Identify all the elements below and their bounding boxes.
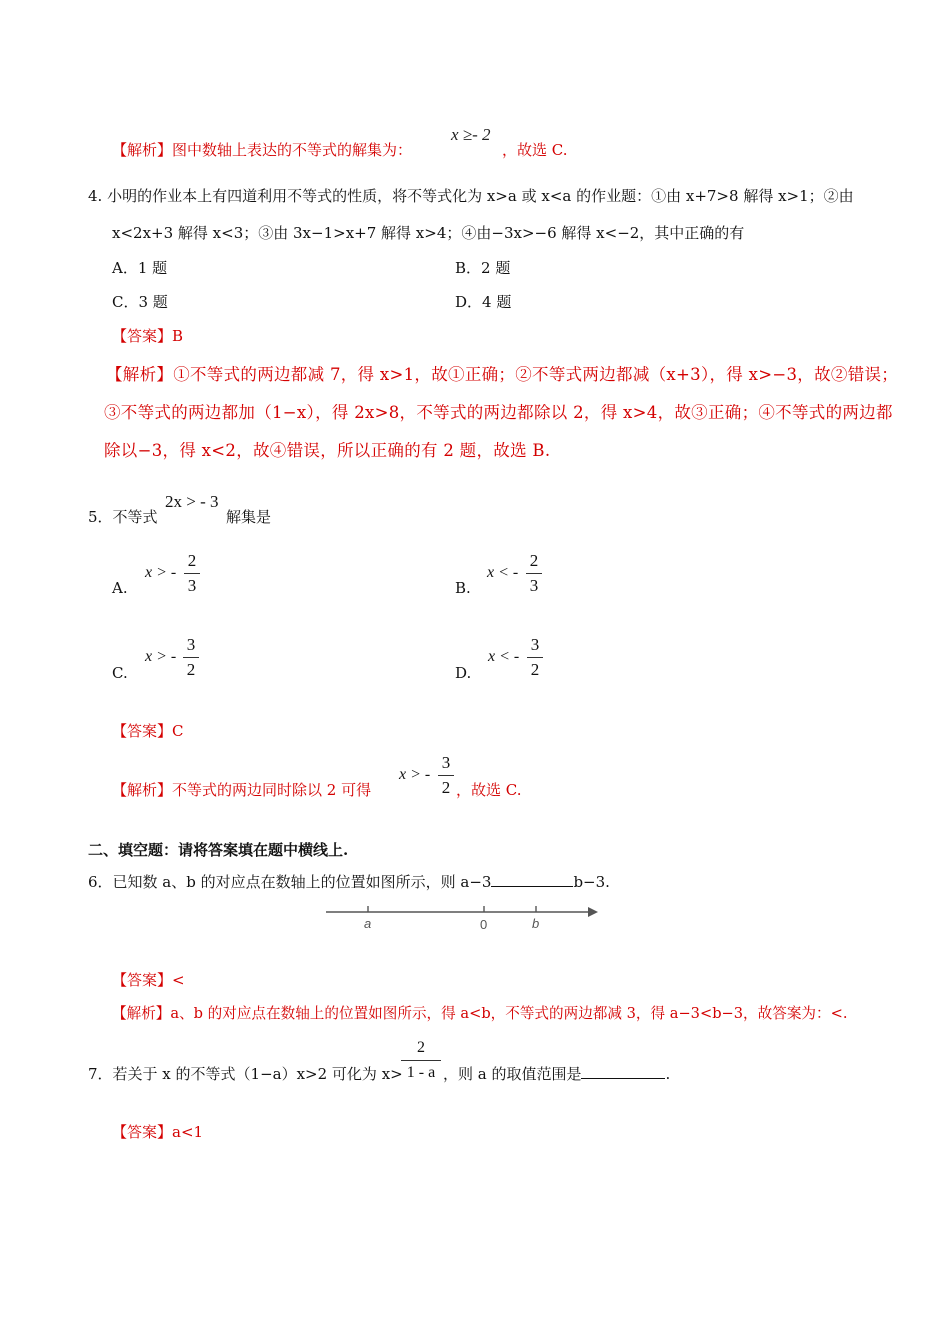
q4-option-b <box>455 258 510 278</box>
q5-analysis-fraction <box>438 752 454 799</box>
q6-answer-label: 【答案】 <box>112 971 173 989</box>
q5-analysis-rel: x > - <box>399 766 431 783</box>
q4-stem-line2: x<2x+3 解得 x<3；③由 3x−1>x+7 解得 x>4；④由−3x>−6 解得 x<−2，其中正确的有 <box>112 224 745 242</box>
section2-title: 二、填空题：请将答案填在题中横线上. <box>88 841 349 859</box>
q4-option-c-letter: C． <box>112 293 139 311</box>
q4-answer <box>112 326 183 346</box>
q5-option-d-num: 3 <box>530 635 540 654</box>
q5-option-c-rel: x > - <box>145 648 177 665</box>
q5-option-c-letter: C. <box>112 664 128 682</box>
q5-option-b-letter: B. <box>455 579 471 597</box>
fraction-bar <box>527 657 543 658</box>
q4-stem-line1: 4. 小明的作业本上有四道利用不等式的性质，将不等式化为 x>a 或 x<a 的作业题：①由 x+7>8 解得 x>1；②由 <box>88 187 854 205</box>
q5-option-a-letter: A. <box>112 579 128 597</box>
q4-answer-label: 【答案】 <box>112 327 173 345</box>
q6-number-line <box>322 900 612 934</box>
q4-option-d-text: 4 题 <box>482 293 512 311</box>
q4-analysis-line3: 除以−3，得 x<2，故④错误，所以正确的有 2 题，故选 B. <box>104 441 551 460</box>
q3-analysis-tail: ，故选 C. <box>502 141 568 159</box>
q7-answer-label: 【答案】 <box>112 1123 173 1141</box>
q5-option-c-fraction <box>183 634 199 681</box>
q5-number: 5．不等式 <box>88 508 158 526</box>
q5-tail: 解集是 <box>226 508 272 526</box>
q4-analysis-line2: ③不等式的两边都加（1−x），得 2x>8，不等式的两边都除以 2，得 x>4，故③正确；④不等式的两边都 <box>104 403 893 422</box>
q4-option-d <box>455 292 511 312</box>
q6-stem-a: 6．已知数 a、b 的对应点在数轴上的位置如图所示，则 a−3 <box>88 873 492 891</box>
q7-stem-a: 7．若关于 x 的不等式（1−a）x>2 可化为 x> <box>88 1065 403 1083</box>
q5-option-d-rel: x < - <box>488 648 520 665</box>
q5-option-d-fraction <box>527 634 543 681</box>
q7-stem-b-text: ，则 a 的取值范围是 <box>443 1065 582 1083</box>
q5-option-d-letter: D. <box>455 664 472 682</box>
q4-option-c-text: 3 题 <box>138 293 168 311</box>
q5-math: 2x > - 3 <box>165 492 219 511</box>
q5-analysis-text: 【解析】不等式的两边同时除以 2 可得 <box>112 781 372 799</box>
q5-answer <box>112 721 184 741</box>
q6-answer-value: < <box>172 971 185 989</box>
q5-answer-value: C <box>172 722 184 740</box>
q5-option-b-rel: x < - <box>487 564 519 581</box>
fraction-bar <box>438 775 454 776</box>
q7-fraction <box>401 1037 441 1084</box>
number-line-label-b: b <box>532 916 540 931</box>
q5-option-b-num: 2 <box>529 551 539 570</box>
number-line-label-0: 0 <box>480 917 488 932</box>
q4-option-b-letter: B． <box>455 259 482 277</box>
q5-analysis-tail: ，故选 C. <box>456 781 522 799</box>
q7-stem-c: . <box>665 1065 671 1083</box>
q5-option-c-num: 3 <box>186 635 196 654</box>
q6-stem-b: b−3. <box>573 873 610 891</box>
q4-option-b-text: 2 题 <box>481 259 511 277</box>
q7-answer <box>112 1122 203 1142</box>
q6-analysis: 【解析】a、b 的对应点在数轴上的位置如图所示，得 a<b，不等式的两边都减 3，得 a−3<b−3，故答案为：<. <box>112 1005 848 1022</box>
q6-answer <box>112 970 185 990</box>
q7-answer-value: a<1 <box>172 1123 204 1141</box>
q5-analysis-num: 3 <box>441 753 451 772</box>
fraction-bar <box>184 573 200 574</box>
fraction-bar <box>401 1060 441 1061</box>
q4-option-a-letter: A． <box>112 259 138 277</box>
q5-option-b-fraction <box>526 550 542 597</box>
q3-analysis-text: 图中数轴上表达的不等式的解集为： <box>172 141 413 159</box>
q5-option-c-den: 2 <box>186 660 196 679</box>
q5-option-d-den: 2 <box>530 660 540 679</box>
number-line-arrow <box>588 907 598 917</box>
q7-fraction-den: 1 - a <box>406 1064 436 1081</box>
q5-option-b-den: 3 <box>529 576 539 595</box>
q5-answer-label: 【答案】 <box>112 722 173 740</box>
q4-option-a <box>112 258 167 278</box>
q7-stem-b <box>443 1064 670 1084</box>
q6-stem <box>88 872 610 892</box>
fraction-bar <box>183 657 199 658</box>
fraction-bar <box>526 573 542 574</box>
q5-option-a-fraction <box>184 550 200 597</box>
q7-fraction-num: 2 <box>417 1039 425 1056</box>
q6-answer-blank[interactable] <box>491 872 573 887</box>
q7-answer-blank[interactable] <box>581 1064 665 1079</box>
q4-option-a-text: 1 题 <box>137 259 168 277</box>
q4-analysis-line1: 【解析】①不等式的两边都减 7，得 x>1，故①正确；②不等式两边都减（x+3），得 x>−3，故②错误； <box>106 365 899 384</box>
number-line-label-a: a <box>364 916 372 931</box>
q3-analysis <box>112 140 412 160</box>
q5-option-a-num: 2 <box>187 551 197 570</box>
q5-option-a-rel: x > - <box>145 564 177 581</box>
q4-option-c <box>112 292 168 312</box>
q3-analysis-math: x ≥- 2 <box>451 125 491 144</box>
q5-analysis-den: 2 <box>441 778 451 797</box>
q4-option-d-letter: D． <box>455 293 483 311</box>
q4-answer-value: B <box>172 327 184 345</box>
q3-analysis-label: 【解析】 <box>112 141 173 159</box>
q5-option-a-den: 3 <box>187 576 197 595</box>
